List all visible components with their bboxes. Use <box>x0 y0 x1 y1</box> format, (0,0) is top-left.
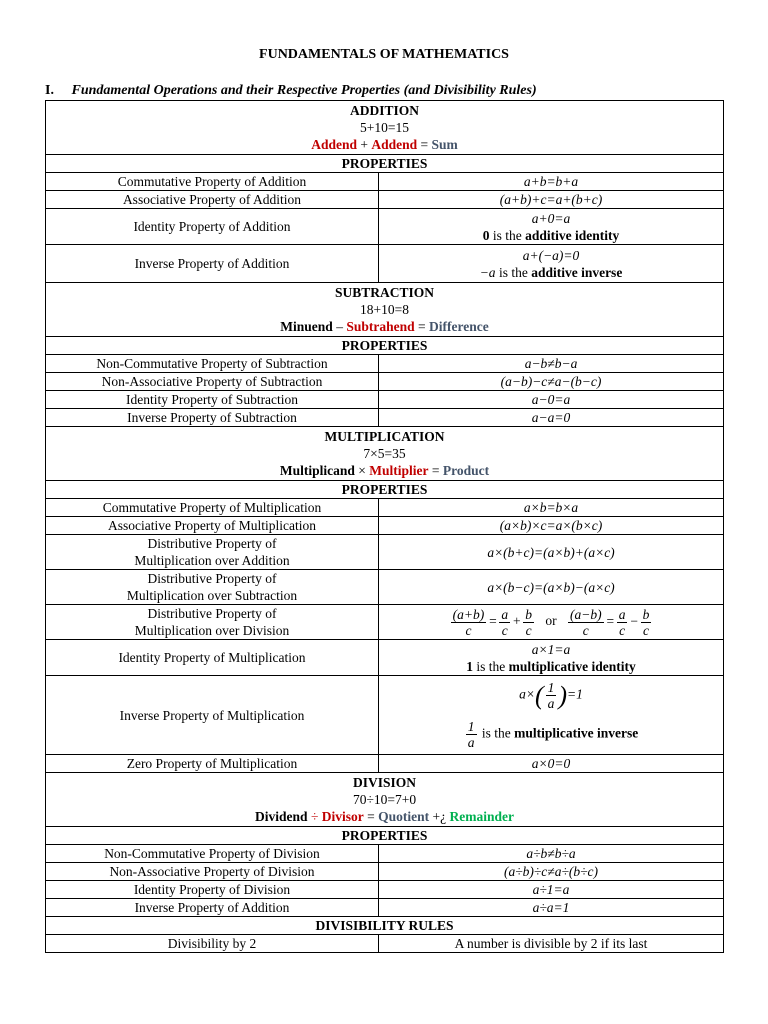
property-name: Identity Property of Addition <box>46 209 379 245</box>
property-name: Inverse Property of Addition <box>46 899 379 917</box>
properties-row <box>46 827 724 845</box>
property-name-line2: Multiplication over Division <box>134 623 290 638</box>
table-row <box>46 899 724 917</box>
fraction: $\frac{a}{c}$ <box>501 606 509 638</box>
minus-sign: – <box>336 319 343 334</box>
subtraction-example: 18+10=8 <box>360 302 409 317</box>
note-term: multiplicative identity <box>508 658 636 674</box>
fraction: $\frac{(a+b)}{c}$ <box>452 606 485 638</box>
table-row <box>46 245 724 283</box>
subtraction-header-row <box>46 283 724 337</box>
note-mid: is the <box>495 264 532 280</box>
dividend-term: Dividend <box>255 809 308 824</box>
property-note <box>381 719 721 750</box>
property-formula: a÷b≠b÷a <box>379 845 724 863</box>
table-row <box>46 570 724 605</box>
fraction: $\frac{1}{a}$ <box>467 719 475 750</box>
property-formula: a−0=a <box>379 391 724 409</box>
property-name: Identity Property of Multiplication <box>46 640 379 676</box>
property-formula: a×(b−c)=(a×b)−(a×c) <box>379 570 724 605</box>
property-note <box>381 264 721 281</box>
property-formula: a×( $\frac{1}{a}$ )=1 <box>519 680 583 711</box>
table-row <box>46 409 724 427</box>
divide-sign: ÷ <box>310 809 319 824</box>
equals-sign: = <box>431 463 440 478</box>
property-formula: a÷1=a <box>379 881 724 899</box>
table-row <box>46 676 724 755</box>
note-mid: is the <box>478 725 515 741</box>
property-formula: a×1=a <box>531 641 571 657</box>
property-name-cell <box>46 535 379 570</box>
property-formula: (a+b)+c=a+(b+c) <box>379 191 724 209</box>
table-row <box>46 863 724 881</box>
multiplication-terms <box>46 462 723 479</box>
property-formula-cell: $\frac{(a+b)}{c}$ = $\frac{a}{c}$ + $\frac{b}{c}$ or $\frac{(a-b)}{c}$ = $\frac{a}{c}$ − $\frac{b}{c}$ <box>379 605 724 640</box>
product-term: Product <box>442 463 490 478</box>
subtraction-title: SUBTRACTION <box>334 285 435 300</box>
property-name: Commutative Property of Multiplication <box>46 499 379 517</box>
addition-terms <box>46 136 723 153</box>
division-title: DIVISION <box>352 775 417 790</box>
note-term: multiplicative inverse <box>514 725 639 741</box>
multiplication-header-row <box>46 427 724 481</box>
equals-sign: = <box>420 137 429 152</box>
times-sign: × <box>358 463 366 478</box>
table-row <box>46 391 724 409</box>
table-row <box>46 640 724 676</box>
note-mid: is the <box>489 227 526 243</box>
property-name: Zero Property of Multiplication <box>46 755 379 773</box>
property-formula: a×(b+c)=(a×b)+(a×c) <box>379 535 724 570</box>
divisibility-title: DIVISIBILITY RULES <box>46 917 724 935</box>
property-formula: a+0=a <box>531 210 571 226</box>
property-name-line1: Distributive Property of <box>147 571 277 586</box>
property-name-cell <box>46 605 379 640</box>
property-formula: a÷a=1 <box>379 899 724 917</box>
rule-text: A number is divisible by 2 if its last <box>379 935 724 953</box>
equals-sign: = <box>417 319 426 334</box>
addition-header-row <box>46 101 724 155</box>
property-name: Associative Property of Addition <box>46 191 379 209</box>
property-note <box>381 658 721 675</box>
divisor-term: Divisor <box>321 809 364 824</box>
property-name: Inverse Property of Multiplication <box>46 676 379 755</box>
table-row <box>46 535 724 570</box>
or-text: or <box>545 613 557 629</box>
plus-sign: +¿ <box>432 809 447 824</box>
properties-row <box>46 337 724 355</box>
addend-term: Addend <box>311 137 357 152</box>
remainder-term: Remainder <box>449 809 514 824</box>
properties-row <box>46 481 724 499</box>
property-name: Inverse Property of Subtraction <box>46 409 379 427</box>
property-name: Non-Commutative Property of Division <box>46 845 379 863</box>
note-term: additive inverse <box>531 264 623 280</box>
sum-term: Sum <box>431 137 458 152</box>
quotient-term: Quotient <box>378 809 430 824</box>
property-formula-cell <box>379 640 724 676</box>
property-formula: a×b=b×a <box>379 499 724 517</box>
property-name: Inverse Property of Addition <box>46 245 379 283</box>
property-formula: (a÷b)÷c≠a÷(b÷c) <box>379 863 724 881</box>
document-title: FUNDAMENTALS OF MATHEMATICS <box>259 47 509 62</box>
property-name: Associative Property of Multiplication <box>46 517 379 535</box>
property-name: Non-Associative Property of Subtraction <box>46 373 379 391</box>
table-row <box>46 935 724 953</box>
note-value: −a <box>479 264 496 280</box>
subtrahend-term: Subtrahend <box>346 319 415 334</box>
table-row <box>46 881 724 899</box>
fraction: $\frac{(a-b)}{c}$ <box>570 606 602 638</box>
table-row <box>46 755 724 773</box>
table-row <box>46 605 724 640</box>
fraction: $\frac{b}{c}$ <box>525 606 532 638</box>
properties-label: PROPERTIES <box>46 155 724 173</box>
property-name: Identity Property of Division <box>46 881 379 899</box>
property-formula: a+(−a)=0 <box>522 247 580 263</box>
difference-term: Difference <box>428 319 489 334</box>
multiplication-example: 7×5=35 <box>363 446 406 461</box>
division-example: 70÷10=7+0 <box>352 792 417 807</box>
table-row <box>46 355 724 373</box>
table-row <box>46 191 724 209</box>
multiplicand-term: Multiplicand <box>279 463 355 478</box>
property-note <box>381 227 721 244</box>
property-formula: a+b=b+a <box>379 173 724 191</box>
addition-title: ADDITION <box>350 103 420 118</box>
property-formula: (a×b)×c=a×(b×c) <box>379 517 724 535</box>
table-row <box>46 173 724 191</box>
equals-sign: = <box>367 809 375 824</box>
divisibility-header-row <box>46 917 724 935</box>
addend-term: Addend <box>371 137 418 152</box>
property-formula: (a−b)−c≠a−(b−c) <box>379 373 724 391</box>
multiplier-term: Multiplier <box>369 463 429 478</box>
plus-sign: + <box>360 137 368 152</box>
section-title: Fundamental Operations and their Respective Properties (and Divisibility Rules) <box>71 83 537 98</box>
rule-name: Divisibility by 2 <box>46 935 379 953</box>
operations-table <box>45 100 724 953</box>
table-row <box>46 845 724 863</box>
fraction: $\frac{b}{c}$ <box>642 606 650 638</box>
division-header-row <box>46 773 724 827</box>
note-value: 1 <box>466 658 473 674</box>
multiplication-title: MULTIPLICATION <box>324 429 445 444</box>
property-name-line1: Distributive Property of <box>147 536 277 551</box>
properties-label: PROPERTIES <box>46 827 724 845</box>
note-value: 0 <box>482 227 490 243</box>
property-name-cell <box>46 570 379 605</box>
property-name-line1: Distributive Property of <box>147 606 277 621</box>
fraction: $\frac{1}{a}$ <box>547 680 555 711</box>
fraction: $\frac{a}{c}$ <box>618 606 626 638</box>
division-terms <box>46 808 723 825</box>
property-name: Identity Property of Subtraction <box>46 391 379 409</box>
property-name: Commutative Property of Addition <box>46 173 379 191</box>
note-term: additive identity <box>525 227 620 243</box>
section-number: I. <box>45 83 54 98</box>
property-formula-cell <box>379 209 724 245</box>
note-mid: is the <box>473 658 509 674</box>
addition-example: 5+10=15 <box>360 120 409 135</box>
property-formula-cell <box>379 245 724 283</box>
property-name: Non-Associative Property of Division <box>46 863 379 881</box>
properties-label: PROPERTIES <box>46 337 724 355</box>
property-name: Non-Commutative Property of Subtraction <box>46 355 379 373</box>
properties-label: PROPERTIES <box>46 481 724 499</box>
section-heading <box>45 83 537 99</box>
property-formula: a×0=0 <box>379 755 724 773</box>
property-formula-cell <box>379 676 724 755</box>
table-row <box>46 373 724 391</box>
property-name-line2: Multiplication over Subtraction <box>126 588 298 603</box>
table-row <box>46 209 724 245</box>
property-name-line2: Multiplication over Addition <box>134 553 290 568</box>
minuend-term: Minuend <box>280 319 333 334</box>
table-row <box>46 499 724 517</box>
table-row <box>46 517 724 535</box>
subtraction-terms <box>46 318 723 335</box>
properties-row <box>46 155 724 173</box>
property-formula: a−b≠b−a <box>379 355 724 373</box>
property-formula: a−a=0 <box>379 409 724 427</box>
